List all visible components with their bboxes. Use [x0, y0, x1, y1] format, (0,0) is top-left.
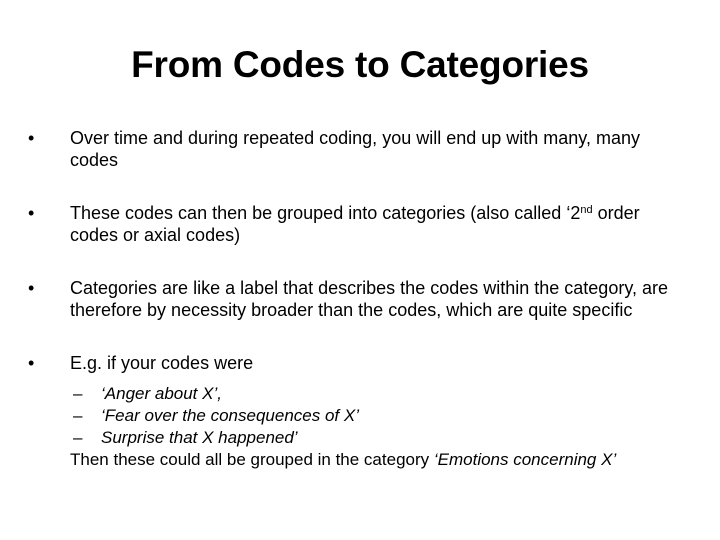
sub-item-fear — [73, 405, 688, 427]
bullet-text: Over time and during repeated coding, you will end up with many, many codes — [70, 128, 640, 170]
bullet-item-many-codes — [28, 127, 688, 171]
sub-item-anger — [73, 383, 688, 405]
sub-item-text: ‘Fear over the consequences of X’ — [101, 406, 359, 425]
bullet-item-example — [28, 352, 688, 471]
dash-marker: – — [73, 406, 83, 425]
dash-marker: – — [73, 428, 83, 447]
conclusion-line — [70, 449, 688, 471]
bullet-marker: • — [28, 203, 35, 223]
bullet-item-grouped-into-categories — [28, 202, 688, 246]
conclusion-text: Then these could all be grouped in the category — [70, 450, 434, 469]
sub-item-text: Surprise that X happened’ — [101, 428, 298, 447]
sub-item-surprise — [73, 427, 688, 449]
bullet-text: Categories are like a label that describes the codes within the category, are therefore by necessity broader than the codes, which are quite specific — [70, 278, 668, 320]
bullet-marker: • — [28, 278, 35, 298]
slide-title: From Codes to Categories — [131, 44, 589, 85]
example-sublist — [70, 383, 688, 449]
bullet-list — [28, 127, 688, 502]
bullet-item-categories-like-label — [28, 277, 688, 321]
conclusion-category: ‘Emotions concerning X’ — [433, 450, 617, 469]
bullet-text: E.g. if your codes were — [70, 353, 254, 373]
bullet-marker: • — [28, 128, 35, 148]
bullet-marker: • — [28, 353, 35, 373]
sub-item-text: ‘Anger about X’, — [101, 384, 222, 403]
bullet-text-before: These codes can then be grouped into categories (also called ‘2 — [70, 203, 581, 223]
dash-marker: – — [73, 384, 83, 403]
bullet-text-after: order codes or axial codes) — [70, 203, 640, 245]
superscript-nd: nd — [580, 204, 593, 216]
